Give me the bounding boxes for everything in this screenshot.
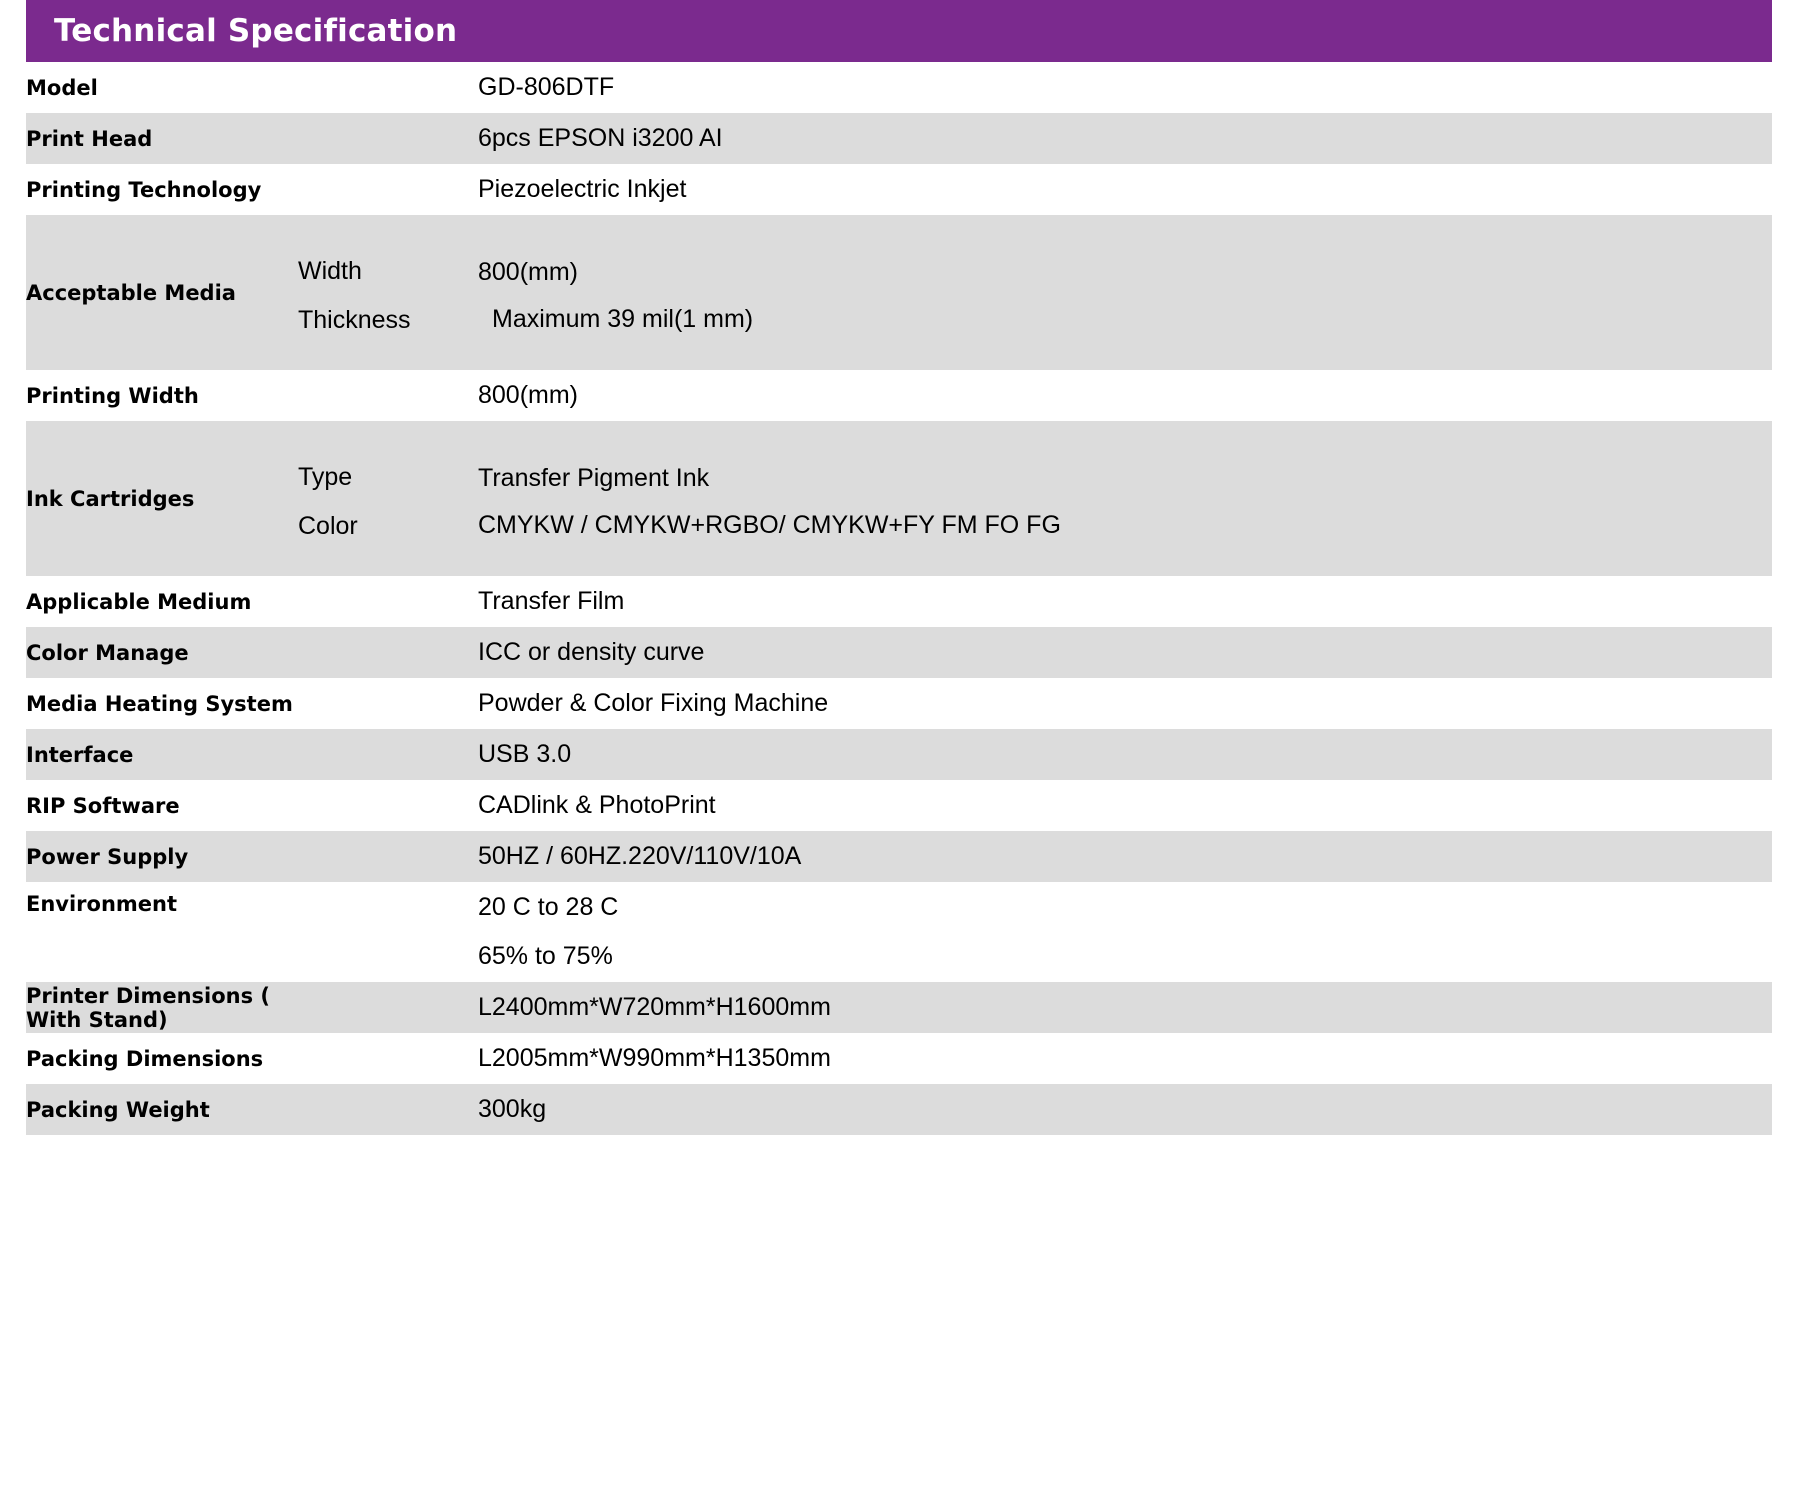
row-sublabel [298,370,478,421]
row-value: L2005mm*W990mm*H1350mm [478,1033,1772,1084]
row-sublabel [298,576,478,627]
row-value: Piezoelectric Inkjet [478,164,1772,215]
row-sublabel-group [298,421,478,576]
row-value: CMYKW / CMYKW+RGBO/ CMYKW+FY FM FO FG [478,510,1061,539]
row-label: Print Head [26,113,298,164]
row-value: CADlink & PhotoPrint [478,780,1772,831]
table-row [26,370,1772,421]
row-value: GD-806DTF [478,62,1772,113]
table-row [26,576,1772,627]
row-label: Acceptable Media [26,215,298,370]
row-sublabel [298,729,478,780]
row-value: Powder & Color Fixing Machine [478,678,1772,729]
row-value: 20 C to 28 C [478,893,619,921]
row-sublabel-group [298,215,478,370]
row-sublabel [298,831,478,882]
row-value-group [478,215,1772,370]
row-sublabel [298,1084,478,1135]
row-sublabel: Width [298,256,362,285]
table-row [26,1033,1772,1084]
page-title: Technical Specification [54,13,458,49]
specification-table [26,62,1772,1135]
table-row [26,982,1772,1033]
table-row [26,62,1772,113]
row-label: Applicable Medium [26,576,298,627]
table-row [26,113,1772,164]
row-sublabel [298,780,478,831]
table-row [26,1084,1772,1135]
row-sublabel [298,678,478,729]
row-value: Transfer Film [478,576,1772,627]
row-value: ICC or density curve [478,627,1772,678]
row-value: 65% to 75% [478,942,613,970]
row-value-group [478,882,1772,982]
row-sublabel [298,982,478,1033]
row-label: Printing Width [26,370,298,421]
table-row [26,831,1772,882]
table-row [26,421,1772,576]
row-label: Printer Dimensions ( With Stand) [26,982,298,1033]
row-sublabel [298,62,478,113]
row-value: USB 3.0 [478,729,1772,780]
row-value: 50HZ / 60HZ.220V/110V/10A [478,831,1772,882]
row-value-group [478,421,1772,576]
row-label: Ink Cartridges [26,421,298,576]
table-row [26,164,1772,215]
row-value: Maximum 39 mil(1 mm) [492,304,754,333]
row-value: L2400mm*W720mm*H1600mm [478,982,1772,1033]
row-label: Power Supply [26,831,298,882]
row-label: RIP Software [26,780,298,831]
row-sublabel [298,1033,478,1084]
row-sublabel: Type [298,462,353,491]
row-label: Packing Dimensions [26,1033,298,1084]
table-row [26,882,1772,982]
row-label: Environment [26,882,298,982]
table-row [26,729,1772,780]
row-label: Printing Technology [26,164,298,215]
table-row [26,215,1772,370]
row-label: Media Heating System [26,678,298,729]
row-sublabel: Thickness [298,305,411,334]
row-label: Color Manage [26,627,298,678]
spec-header [26,0,1772,62]
row-sublabel: Color [298,511,358,540]
row-label: Model [26,62,298,113]
row-value: Transfer Pigment Ink [478,463,710,492]
row-value: 800(mm) [478,257,579,286]
table-row [26,780,1772,831]
row-sublabel [298,882,478,982]
table-row [26,678,1772,729]
row-value: 6pcs EPSON i3200 AI [478,113,1772,164]
table-row [26,627,1772,678]
row-sublabel [298,627,478,678]
row-label: Packing Weight [26,1084,298,1135]
row-sublabel [298,113,478,164]
row-label: Interface [26,729,298,780]
row-value: 300kg [478,1084,1772,1135]
row-value: 800(mm) [478,370,1772,421]
row-sublabel [298,164,478,215]
